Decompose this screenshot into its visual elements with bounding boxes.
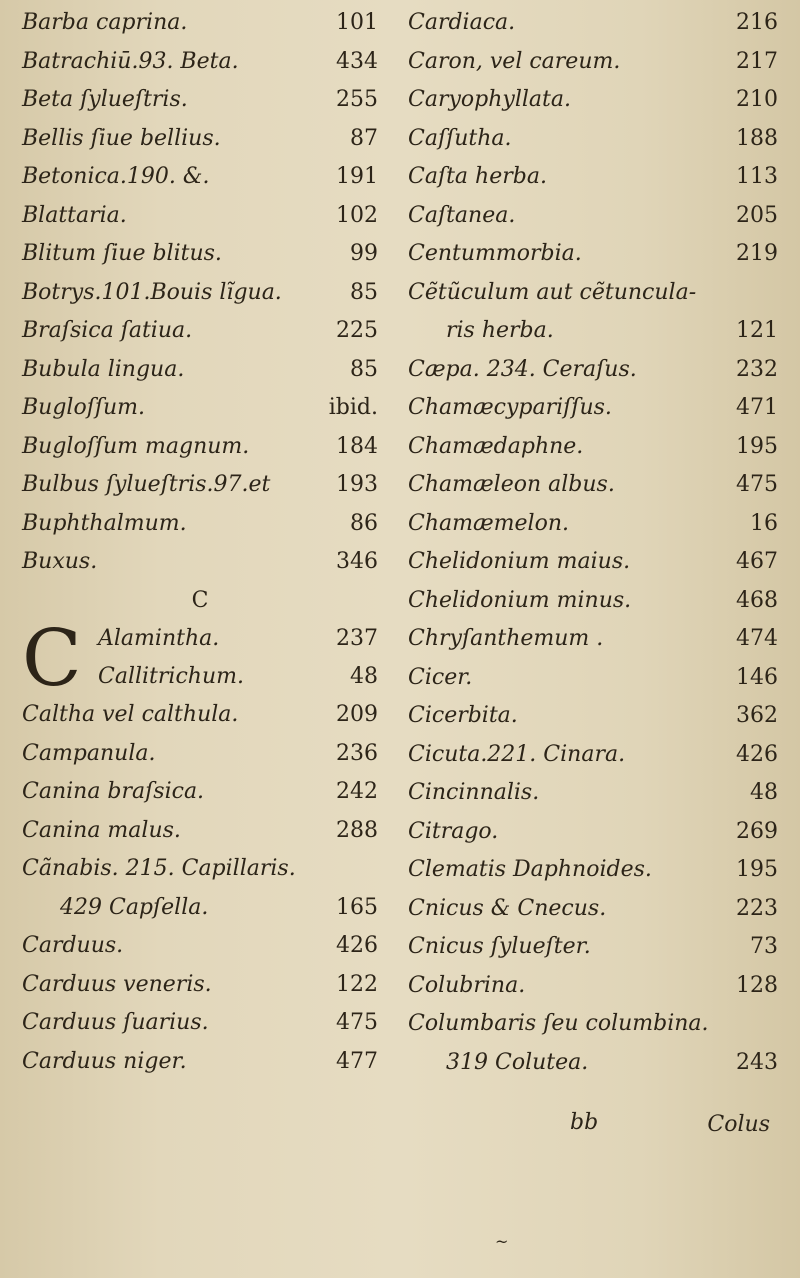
index-entry (22, 389, 378, 428)
index-entry (22, 850, 378, 889)
index-entry (408, 466, 778, 505)
index-entry (408, 351, 778, 390)
entry-term: Batrachiū.93. Beta. (22, 48, 239, 74)
entry-page-number: 85 (350, 356, 378, 382)
entry-page-number: 467 (736, 549, 778, 574)
entry-page-number: 85 (350, 279, 378, 305)
entry-term: Colubrina. (408, 972, 526, 998)
index-entry (22, 351, 378, 390)
entry-term: Cnicus & Cnecus. (408, 895, 607, 921)
left-column (22, 4, 378, 1081)
entry-term: Centummorbia. (408, 241, 582, 266)
index-entry (22, 235, 378, 274)
entry-term: Cardiaca. (408, 10, 516, 35)
entry-term: Campanula. (22, 740, 156, 766)
entry-page-number: 188 (736, 125, 778, 151)
index-entry (408, 774, 778, 813)
entry-page-number: 471 (736, 395, 778, 420)
entry-term: Blattaria. (22, 202, 127, 228)
index-entry (408, 389, 778, 428)
entry-term: Chamædaphne. (408, 433, 584, 459)
entry-page-number: 209 (336, 702, 378, 727)
index-entry (22, 1043, 378, 1082)
index-entry (22, 4, 378, 43)
entry-page-number: 193 (336, 472, 378, 497)
index-entry (22, 812, 378, 851)
index-entry (408, 967, 778, 1006)
entry-page-number: 255 (336, 87, 378, 112)
entry-page-number: 237 (336, 626, 378, 651)
entry-term: Botrys.101.Bouis lĩgua. (22, 279, 282, 305)
entry-page-number: 474 (736, 626, 778, 651)
entry-page-number: 225 (336, 318, 378, 343)
index-entry (22, 428, 378, 467)
entry-term: Citrago. (408, 818, 499, 844)
entry-page-number: 102 (336, 202, 378, 228)
entry-term: Canina malus. (22, 817, 181, 843)
entry-page-number: 232 (736, 356, 778, 382)
index-entry (408, 890, 778, 929)
index-entry (22, 43, 378, 82)
index-entry (22, 1004, 378, 1043)
entry-term: Beta ſylueſtris. (22, 87, 188, 112)
index-entry (22, 158, 378, 197)
index-entry (22, 543, 378, 582)
index-entry (22, 197, 378, 236)
index-entry (22, 505, 378, 544)
entry-page-number: 86 (350, 510, 378, 536)
entry-term: Carduus niger. (22, 1048, 187, 1074)
entry-page-number: 217 (736, 48, 778, 74)
entry-page-number: 205 (736, 202, 778, 228)
index-entry (408, 1044, 778, 1083)
entry-term: Chamæleon albus. (408, 472, 615, 497)
dropcap-block (22, 614, 378, 704)
index-entry (408, 659, 778, 698)
entry-page-number: 165 (336, 894, 378, 920)
entry-term: Cicuta.221. Cinara. (408, 741, 626, 767)
entry-page-number: 184 (336, 433, 378, 459)
index-entry (22, 81, 378, 120)
entry-term: Buxus. (22, 549, 98, 574)
index-entry (22, 735, 378, 774)
entry-page-number: 73 (750, 934, 778, 959)
entry-term: Callitrichum. (98, 664, 244, 689)
index-entry (408, 43, 778, 82)
entry-page-number: 48 (350, 664, 378, 689)
entry-term: Columbaris ſeu columbina. (408, 1011, 709, 1036)
entry-page-number: 426 (736, 741, 778, 767)
entry-page-number: ibid. (328, 395, 378, 420)
entry-page-number: 113 (736, 164, 778, 189)
entry-term: Cẽtũculum aut cẽtuncula- (408, 279, 697, 305)
index-entry (408, 274, 778, 313)
entry-page-number: 146 (736, 664, 778, 690)
entry-term: Betonica.190. &. (22, 164, 210, 189)
entry-term: Carduus ſuarius. (22, 1010, 209, 1035)
entry-term: Bellis ſiue bellius. (22, 125, 221, 151)
entry-page-number: 101 (336, 10, 378, 35)
entry-page-number: 128 (736, 972, 778, 998)
entry-term: Caltha vel calthula. (22, 702, 239, 727)
entry-term: Chelidonium maius. (408, 549, 631, 574)
index-entry (22, 696, 378, 735)
ornament-icon: ~ (495, 1232, 509, 1251)
entry-term: Cãnabis. 215. Capillaris. (22, 856, 296, 881)
index-entry (22, 773, 378, 812)
index-entry (408, 851, 778, 890)
index-entry (408, 697, 778, 736)
index-entry (22, 927, 378, 966)
entry-term: 429 Capſella. (60, 894, 209, 920)
entry-term: Caſta herba. (408, 164, 547, 189)
index-entry (408, 4, 778, 43)
index-entry (408, 928, 778, 967)
entry-page-number: 288 (336, 817, 378, 843)
entry-term: Barba caprina. (22, 10, 188, 35)
index-entry (408, 543, 778, 582)
entry-term: 319 Colutea. (446, 1049, 589, 1075)
entry-page-number: 468 (736, 587, 778, 613)
entry-page-number: 216 (736, 10, 778, 35)
entry-term: Caron, vel careum. (408, 48, 621, 74)
index-entry (408, 505, 778, 544)
entry-page-number: 195 (736, 857, 778, 882)
index-entry (22, 966, 378, 1005)
entry-term: Cicer. (408, 664, 473, 690)
catchword: Colus (707, 1112, 770, 1137)
entry-page-number: 87 (350, 125, 378, 151)
entry-page-number: 475 (336, 1010, 378, 1035)
entry-term: Carduus veneris. (22, 971, 212, 997)
entry-term: Cincinnalis. (408, 780, 540, 805)
entry-term: Chamæmelon. (408, 510, 569, 536)
index-entry (408, 813, 778, 852)
entry-term: Caryophyllata. (408, 87, 571, 112)
entry-page-number: 243 (736, 1049, 778, 1075)
index-entry (22, 466, 378, 505)
entry-page-number: 16 (750, 510, 778, 536)
entry-page-number: 191 (336, 164, 378, 189)
entry-page-number: 346 (336, 549, 378, 574)
index-entry (98, 620, 378, 658)
entry-term: Canina braſsica. (22, 779, 205, 804)
entry-term: ris herba. (446, 318, 554, 343)
entry-term: Bulbus ſylueſtris.97.et (22, 472, 271, 497)
entry-page-number: 219 (736, 241, 778, 266)
index-entry (408, 428, 778, 467)
entry-page-number: 210 (736, 87, 778, 112)
entry-page-number: 236 (336, 740, 378, 766)
entry-term: Buphthalmum. (22, 510, 187, 536)
entry-page-number: 195 (736, 433, 778, 459)
index-entry (22, 312, 378, 351)
entry-term: Cicerbita. (408, 703, 518, 728)
index-entry (408, 582, 778, 621)
entry-term: Caſtanea. (408, 202, 516, 228)
index-entry (408, 1005, 778, 1044)
index-entry (408, 158, 778, 197)
entry-term: Caſſutha. (408, 125, 512, 151)
entry-term: Braſsica ſatiua. (22, 318, 193, 343)
entry-page-number: 269 (736, 818, 778, 844)
index-entry (408, 120, 778, 159)
entry-term: Chamæcypariſſus. (408, 395, 612, 420)
index-entry (408, 620, 778, 659)
index-entry (408, 312, 778, 351)
entry-page-number: 362 (736, 703, 778, 728)
entry-page-number: 121 (736, 318, 778, 343)
index-entry (408, 81, 778, 120)
entry-page-number: 48 (750, 780, 778, 805)
entry-term: Clematis Daphnoides. (408, 857, 652, 882)
dropcap-letter: C (22, 614, 82, 704)
entry-term: Alamintha. (98, 626, 220, 651)
entry-term: Bugloſſum. (22, 395, 146, 420)
section-letter-text: C (191, 587, 209, 613)
entry-page-number: 426 (336, 933, 378, 958)
index-entry (98, 658, 378, 696)
entry-page-number: 99 (350, 241, 378, 266)
entry-term: Chryſanthemum . (408, 626, 604, 651)
entry-page-number: 475 (736, 472, 778, 497)
entry-term: Bubula lingua. (22, 356, 185, 382)
index-entry (22, 274, 378, 313)
entry-term: Cnicus ſylueſter. (408, 934, 591, 959)
index-entry (408, 235, 778, 274)
index-entry (22, 120, 378, 159)
index-entry (408, 197, 778, 236)
entry-page-number: 223 (736, 895, 778, 921)
index-entry (408, 736, 778, 775)
entry-term: Chelidonium minus. (408, 587, 632, 613)
signature-mark: bb (570, 1110, 599, 1135)
entry-page-number: 242 (336, 779, 378, 804)
right-column (408, 4, 778, 1082)
entry-term: Bugloſſum magnum. (22, 433, 250, 459)
entry-term: Cæpa. 234. Ceraſus. (408, 356, 637, 382)
entry-term: Carduus. (22, 933, 124, 958)
entry-term: Blitum ſiue blitus. (22, 241, 222, 266)
entry-page-number: 122 (336, 971, 378, 997)
index-entry (22, 889, 378, 928)
entry-page-number: 477 (336, 1048, 378, 1074)
entry-page-number: 434 (336, 48, 378, 74)
